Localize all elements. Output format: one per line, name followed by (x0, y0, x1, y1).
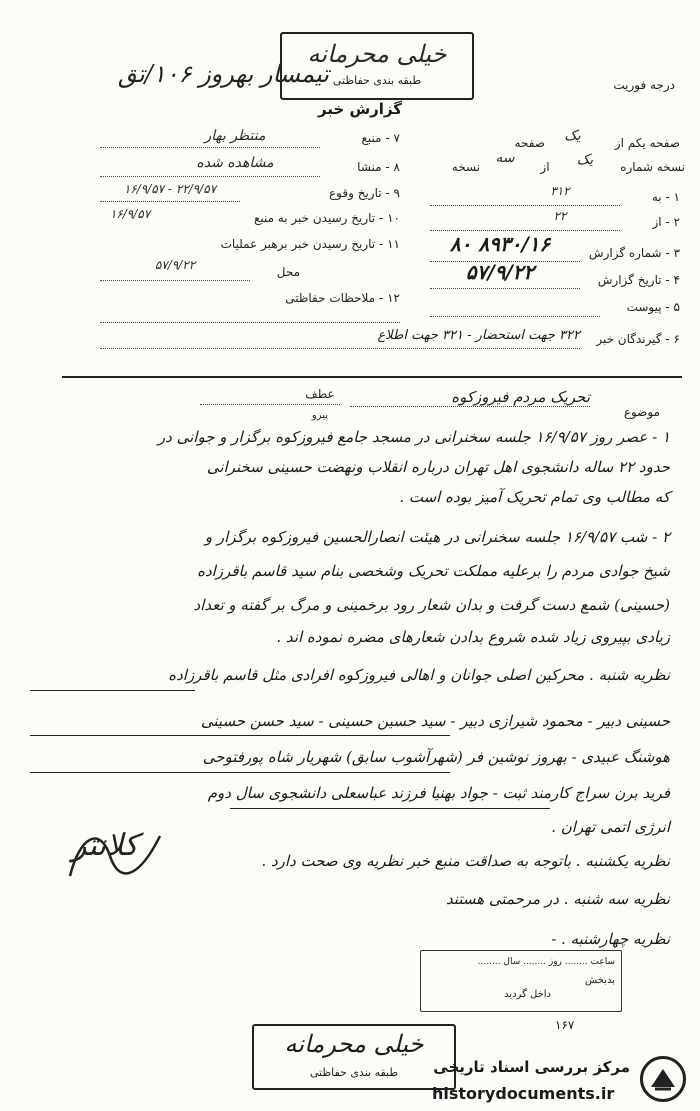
field-label-from: ۲ - از (652, 215, 680, 229)
body-line-12: انرژی اتمی تهران . (551, 818, 670, 836)
body-line-4: ۲ - شب ۱۶/۹/۵۷ جلسه سخنرانی در هیئت انصارالحسین فیروزکوه برگزار و (204, 528, 670, 546)
field-label-occurrence-date: ۹ - تاریخ وقوع (329, 186, 400, 200)
watermark-org-name: مرکز بررسی اسناد تاریخی (433, 1058, 630, 1076)
body-line-5: شیخ جوادی مردم را برعلیه مملکت تحریک وشخصی بنام سید قاسم باقرزاده (197, 562, 670, 580)
field-label-copy: نسخه شماره (620, 160, 685, 174)
margin-signature-icon (60, 816, 170, 886)
peyro-label: پیرو (311, 410, 329, 421)
field-value-place: ۵۷/۹/۲۲ (154, 258, 196, 272)
field-label-date-received-ops: ۱۱ - تاریخ رسیدن خبر برهبر عملیات (220, 237, 400, 251)
body-line-3: که مطالب وی تمام تحریک آمیز بوده است . (399, 488, 670, 506)
name-underline-4 (230, 808, 550, 809)
field-value-report-number: ۸۹۳۰/۱۶ ۸۰ (449, 232, 551, 256)
page-code: ۱۶۷ (555, 1018, 575, 1032)
field-suffix-copy: نسخه (451, 160, 480, 174)
stamp-bottom (252, 1024, 456, 1090)
field-label-page: صفحه یکم از (614, 136, 680, 150)
field-label-to: ۱ - به (651, 190, 680, 204)
body-line-11: فرید برن سراج کارمند ثبت - جواد بهنیا فرزند عباسعلی دانشجوی سال دوم (207, 784, 670, 802)
stamp-bottom-caption: طبقه بندی حفاظتی (309, 1066, 399, 1079)
field-value-page: یک (564, 128, 581, 144)
body-line-2: حدود ۲۲ ساله دانشجوی اهل تهران درباره انقلاب ونهضت حسینی سخنرانی (206, 458, 670, 476)
field-label-place: محل (276, 265, 300, 279)
field-value-source: منتظر بهار (204, 128, 266, 144)
receipt-stamp (420, 950, 622, 1012)
header-divider (62, 376, 682, 378)
stamp-top-caption: طبقه بندی حفاظتی (332, 74, 422, 87)
body-line-7: زیادی بپیروی زیاد شده شروع بدادن شعارهای مضره نموده اند . (276, 628, 670, 646)
field-value-copy: یک (576, 152, 594, 168)
watermark-logo-icon (640, 1056, 686, 1102)
field-label-date-received-source: ۱۰ - تاریخ رسیدن خبر به منبع (253, 211, 400, 225)
field-value-occurrence-date: ۲۲/۹/۵۷ - ۱۶/۹/۵۷ (123, 182, 217, 196)
name-underline-2 (30, 735, 450, 736)
subject-label: موضوع (623, 405, 660, 419)
field-value2-copy: سه (495, 150, 515, 166)
field-value-to: ۳۱۲ (550, 184, 570, 198)
watermark-url: historydocuments.ir (432, 1084, 615, 1103)
priority-label: درجه فوریت (613, 78, 675, 92)
body-line-1: ۱ - عصر روز ۱۶/۹/۵۷ جلسه سخنرانی در مسجد جامع فیروزکوه برگزار و جوانی در (157, 428, 670, 446)
field-value-report-date: ۵۷/۹/۲۲ (465, 260, 535, 284)
atf-label: عطف (305, 387, 335, 401)
form-title: گزارش خبر (317, 100, 403, 118)
field-value-from: ۲۲ (553, 209, 567, 223)
body-line-10: هوشنگ عبیدی - بهروز نوشین فر (شهرآشوب سابق) شهریار شاه پورفتوحی (202, 748, 670, 766)
field-label-origin: ۸ - منشا (357, 160, 400, 174)
name-underline-3 (30, 772, 450, 773)
receipt-line-3: داخل گردید (504, 989, 551, 1000)
field-label-attachment: ۵ - پیوست (626, 300, 680, 314)
field-suffix-page: صفحه (514, 136, 545, 150)
name-underline-1 (30, 690, 195, 691)
body-line-15: نظریه چهارشنبه . - (551, 930, 670, 948)
field-value-date-received-source: ۱۶/۹/۵۷ (109, 207, 151, 221)
field-value-origin: مشاهده شده (196, 155, 274, 171)
body-line-14: نظریه سه شنبه . در مرحمتی هستند (445, 890, 670, 908)
subject-value: تحریک مردم فیروزکوه (451, 388, 590, 406)
stamp-top (280, 32, 474, 100)
handwritten-top-left: تیمسار بهروز ۱۰۶/تق (118, 60, 329, 88)
field-label-recipients: ۶ - گیرندگان خبر (596, 332, 680, 346)
body-line-8: نظریه شنبه . محرکین اصلی جوانان و اهالی فیروزکوه افرادی مثل قاسم باقرزاده (168, 666, 670, 684)
body-line-6: (حسینی) شمع دست گرفت و بدان شعار رود برخمینی و مرگ بر گفته و تعداد (193, 596, 670, 614)
receipt-line-1: ساعت ........ روز ........ سال ........ (477, 957, 615, 967)
field-label-report-date: ۴ - تاریخ گزارش (597, 273, 680, 287)
stamp-bottom-hand: خیلی محرمانه (284, 1030, 424, 1058)
field-value-recipients: ۳۲۲ جهت استحضار - ۳۲۱ جهت اطلاع (377, 328, 580, 343)
field-mid-copy: از (540, 160, 550, 174)
body-line-13: نظریه یکشنبه . باتوجه به صداقت منبع خبر نظریه وی صحت دارد . (261, 852, 670, 870)
handwritten-margin-note: کلانتر (72, 828, 139, 863)
stamp-top-hand: خیلی محرمانه (307, 40, 447, 68)
field-label-security-notes: ۱۲ - ملاحظات حفاظتی (285, 291, 400, 305)
receipt-line-2: بدبخش (584, 975, 615, 986)
field-label-source: ۷ - منبع (361, 131, 400, 145)
field-label-report-number: ۳ - شماره گزارش (588, 246, 680, 260)
body-line-9: حسینی دبیر - محمود شیرازی دبیر - سید حسین حسینی - سید حسن حسینی (200, 712, 670, 730)
